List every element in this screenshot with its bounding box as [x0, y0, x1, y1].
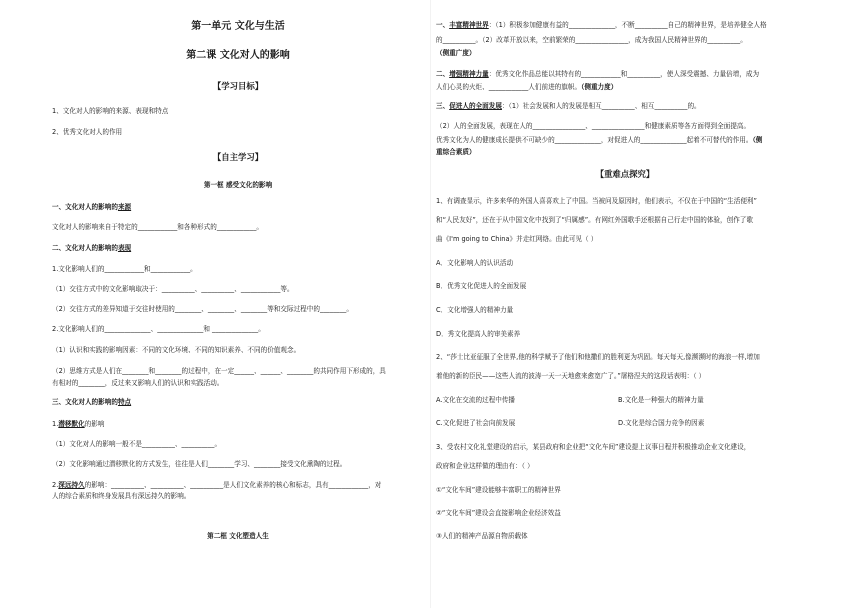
section3-line — [52, 481, 381, 490]
section2-heading-prefix: 二、文化对人的影响的 — [52, 244, 118, 252]
point3-rest: ：（1）社会发展和人的发展是相互__________、相互__________的。 — [501, 102, 701, 110]
question3-item: ③人们的精神产品源自物质载体 — [436, 532, 528, 540]
point2-rest: ：优秀文化作品总能以其特有的____________和__________，使人深受震撼、力量倍增，成为 — [488, 70, 760, 78]
point1-prefix: 一、 — [436, 21, 450, 29]
question3-item: ②“文化车间”建设会直接影响企业经济效益 — [436, 509, 561, 517]
section3-line: 人的综合素质和终身发展具有深远持久的影响。 — [52, 492, 191, 500]
section3-line-rest: 的影响：__________、__________、__________是人们文化素养的核心和标志，具有____________，对 — [84, 481, 382, 489]
frame2-title: 第二框 文化塑造人生 — [207, 532, 269, 540]
lesson-title: 第二课 文化对人的影响 — [186, 50, 290, 61]
section2-heading — [52, 244, 131, 253]
point4-line: 重综合素质） — [436, 148, 476, 156]
question3-item: ①“文化车间”建设能够丰富职工的精神世界 — [436, 486, 561, 494]
point3-key: 促进人的全面发展 — [449, 102, 502, 110]
section3-line-prefix: 2. — [52, 481, 59, 489]
point2-key: 增强精神力量 — [449, 70, 489, 78]
question1-option: C．文化增强人的精神力量 — [436, 306, 514, 314]
point2-line — [436, 83, 617, 92]
section3-line: 1.潜移默化的影响 — [52, 420, 105, 428]
point1-line — [436, 21, 767, 30]
section3-heading — [52, 398, 131, 407]
question2-option: A.文化在交流的过程中传播 — [436, 396, 516, 404]
unit-title: 第一单元 文化与生活 — [191, 21, 285, 32]
question3-text: 政府和企业这样做的理由有：（ ） — [436, 462, 534, 470]
section2-line: （2）交往方式的差异知道于交往时使用的________、________、________等和交际过程中的________。 — [52, 305, 353, 313]
objective-item: 2、优秀文化对人的作用 — [52, 128, 123, 136]
question3-text: 3、受农村文化礼堂建设的启示，某县政府和企业把“文化车间”建设提上议事日程并积极推动企业文化建设， — [436, 443, 751, 451]
section2-line: （1）认识和实践的影响因素：不同的文化环境、不同的知识素养、不同的价值观念。 — [52, 346, 301, 354]
question2-option: C.文化促进了社会向前发展 — [436, 419, 516, 427]
point4-line: （2）人的全面发展，表现在人的________________、________________和健康素质等各方面得到全面提高。 — [436, 122, 751, 130]
section3-line: （2）文化影响通过潜移默化的方式发生，往往是人们________学习、________接受文化熏陶的过程。 — [52, 460, 347, 468]
point1-key: 丰富精神世界 — [449, 21, 489, 29]
question1-text: 和“人民友好”，还在于从中国文化中找到了“归属感”。有网红外国歌手还根据自己行走中国的体验，创作了歌 — [436, 216, 753, 224]
section1-line: 文化对人的影响来自于特定的____________和各种形式的____________。 — [52, 223, 263, 231]
point3-line — [436, 102, 701, 111]
frame1-title: 第一框 感受文化的影响 — [203, 181, 273, 189]
question2-option: D.文化是综合国力竞争的因素 — [618, 419, 705, 427]
section1-heading-prefix: 一、文化对人的影响的 — [52, 203, 118, 211]
point2-prefix: 二、 — [436, 70, 450, 78]
point1-rest: ：（1）积极参加健康有益的______________，不断__________自己的精神世界，是培养健全人格 — [488, 21, 767, 29]
point1-line: 的__________。（2）改革开放以来，空前繁荣的________________，成为我国人民精神世界的__________。 — [436, 36, 747, 44]
point3-prefix: 三、 — [436, 102, 450, 110]
section2-line: （2）思维方式是人们在________和________的过程中，在一定______、______、________的共同作用下形成的，具 — [52, 367, 386, 375]
section3-key-term: 深远持久 — [58, 481, 85, 489]
objectives-heading: 【学习目标】 — [212, 81, 264, 91]
section3-heading-prefix: 三、文化对人的影响的 — [52, 398, 118, 406]
section3-heading-key: 特点 — [117, 398, 132, 406]
section2-heading-key: 表现 — [117, 244, 132, 252]
question2-text: 着他的新的臣民——这些人流的波涛一天一天地愈来愈宽广了。”屠格涅夫的这段话表明：（ ） — [436, 372, 706, 380]
section1-heading-key: 来源 — [117, 203, 132, 211]
section3-line-rest: 的影响 — [84, 420, 105, 428]
point2-line2: 人们心灵的火炬、____________人们前进的旗帜。 — [436, 83, 582, 91]
section3-key-term: 潜移默化 — [58, 420, 85, 428]
point1-tag: （侧重广度） — [436, 49, 476, 57]
key-points-heading: 【重难点探究】 — [595, 169, 655, 179]
question1-option: B．优秀文化促进人的全面发展 — [436, 282, 527, 290]
question1-text: 曲《I'm going to China》并走红网络。由此可见（ ） — [436, 235, 598, 243]
section2-line: 2.文化影响人们的______________、______________和 ______________。 — [52, 325, 265, 333]
point2-line — [436, 70, 759, 79]
question1-option: D．秀文化提高人的审美素养 — [436, 330, 521, 338]
self-study-heading: 【自主学习】 — [212, 152, 264, 162]
point4-tag: （侧 — [752, 136, 763, 144]
point4-line — [436, 136, 762, 145]
question2-option: B.文化是一种强大的精神力量 — [618, 396, 704, 404]
question2-text: 2、“莎士比亚征服了全世界,他的科学赋予了他们和他撒们的胜利更为巩固。每天每天,像濒濒时的海浪一样,增加 — [436, 353, 760, 361]
objective-item: 1、文化对人的影响的来源、表现和特点 — [52, 107, 169, 115]
section1-heading — [52, 203, 131, 212]
question1-text: 1、有调查显示，许多来华的外国人喜喜欢上了中国。当被问及原因时，他们表示，不仅在于中国的“生活便利” — [436, 197, 757, 205]
section2-line: （1）交往方式中的文化影响取决于：__________、__________、____________等。 — [52, 285, 294, 293]
point4-line2: 优秀文化为人的健康成长提供不可缺少的______________，对促进人的______________起着不可替代的作用。 — [436, 136, 753, 144]
section2-line: 1.文化影响人们的____________和____________。 — [52, 265, 197, 273]
column-divider — [430, 0, 431, 608]
question1-option: A．文化影响人的认识活动 — [436, 259, 514, 267]
section2-line: 有相对的________，反过来又影响人们的认识和实践活动。 — [52, 379, 224, 387]
section3-line: （1）文化对人的影响一般不是__________、__________。 — [52, 440, 222, 448]
point2-tag: （侧重力度） — [581, 83, 618, 91]
